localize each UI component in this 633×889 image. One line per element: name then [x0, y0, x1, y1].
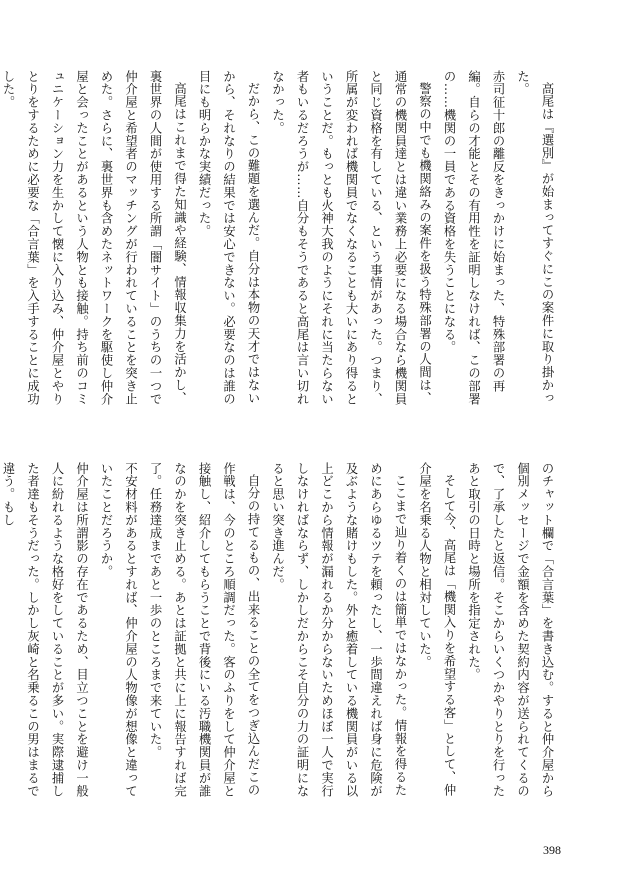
paragraph: のチャット欄で「合言葉」を書き込む。すると仲介屋から個別メッセージで金額を含めた契約内容が送られてくるので、了承したと返信。そこからいくつかやりとりを行ったあと取引の日時と場所を指定された。	[466, 462, 554, 798]
paragraph: ここまで辿り着くのは簡単ではなかった。情報を得るためにあらゆるツテを頼ったし、一歩間違えれば身に危険が及ぶような賭けもした。外と癒着している機関員がいる以上どこから情報が漏れるか分からないためほぼ一人で実行しなければならず、しかしだからこそ自分の力の証明になると思い突き進んだ。	[270, 462, 407, 798]
paragraph: だから、この難題を選んだ。自分は本物の天才ではないから、それなりの結果では安心できない。必要なのは誰の目にも明らかな実績だった。	[197, 70, 260, 406]
paragraph: そして今、高尾は「機関入りを希望する客」として、仲介屋を名乗る人物と相対していた。	[417, 462, 456, 797]
paragraph: 警察の中でも機関絡みの案件を扱う特殊部署の人間は、通常の機関員達とは違い業務上必要になる場合なら機関員と同じ資格を有している、という事情があった。つまり、所属が変われば機関員でなくなることも大いにあり得るということだ。もっとも火神大我のようにそれに当たらない者もいるだろうが……自分もそうであると高尾は言い切れなかった。	[270, 70, 432, 406]
page-number: 398	[543, 843, 561, 857]
paragraph: 赤司征十郎の離反をきっかけに始まった、特殊部署の再編。自らの才能とその有用性を証明しなければ、この部署の……機関の一員である資格を失うことになる。	[442, 70, 505, 406]
upper-text-column	[1, 70, 559, 415]
paragraph: 自分の持てるもの、出来ることの全てをつぎ込んだこの作戦は、今のところ順調だった。客のふりをして仲介屋と接触し、紹介してもらうことで背後にいる汚職機関員が誰なのかを突き止める。あとは証拠と共に上に報告すれば完了。任務達成まであと一歩のところまで来ていた。	[148, 462, 260, 798]
paragraph: 仲介屋は所謂影の存在であるため、目立つことを避け一般人に紛れるような格好をしていることが多い。実際逮捕した者達もそうだった。しかし灰崎と名乗るこの男はまるで違う。もし	[1, 462, 89, 798]
paragraph: 高尾はこれまで得た知識や経験、情報収集力を活かし、裏世界の人間が使用する所謂「闇サイト」のうちの一つで仲介屋と希望者のマッチングが行われていることを突き止めた。さらに、裏世界も含めたネットワークを駆使し仲介屋と会ったことがあるという人物とも接触。持ち前のコミュニケーション力を生かして懐に入り込み、仲介屋とやりとりをするために必要な「合言葉」を入手することに成功した。	[1, 70, 187, 406]
paragraph: 不安材料があるとすれば、仲介屋の人物像が想像と違っていたことだろうか。	[99, 462, 138, 798]
lower-text-column	[1, 462, 559, 807]
paragraph: 高尾は『選別』が始まってすぐにこの案件に取り掛かった。	[515, 70, 554, 405]
